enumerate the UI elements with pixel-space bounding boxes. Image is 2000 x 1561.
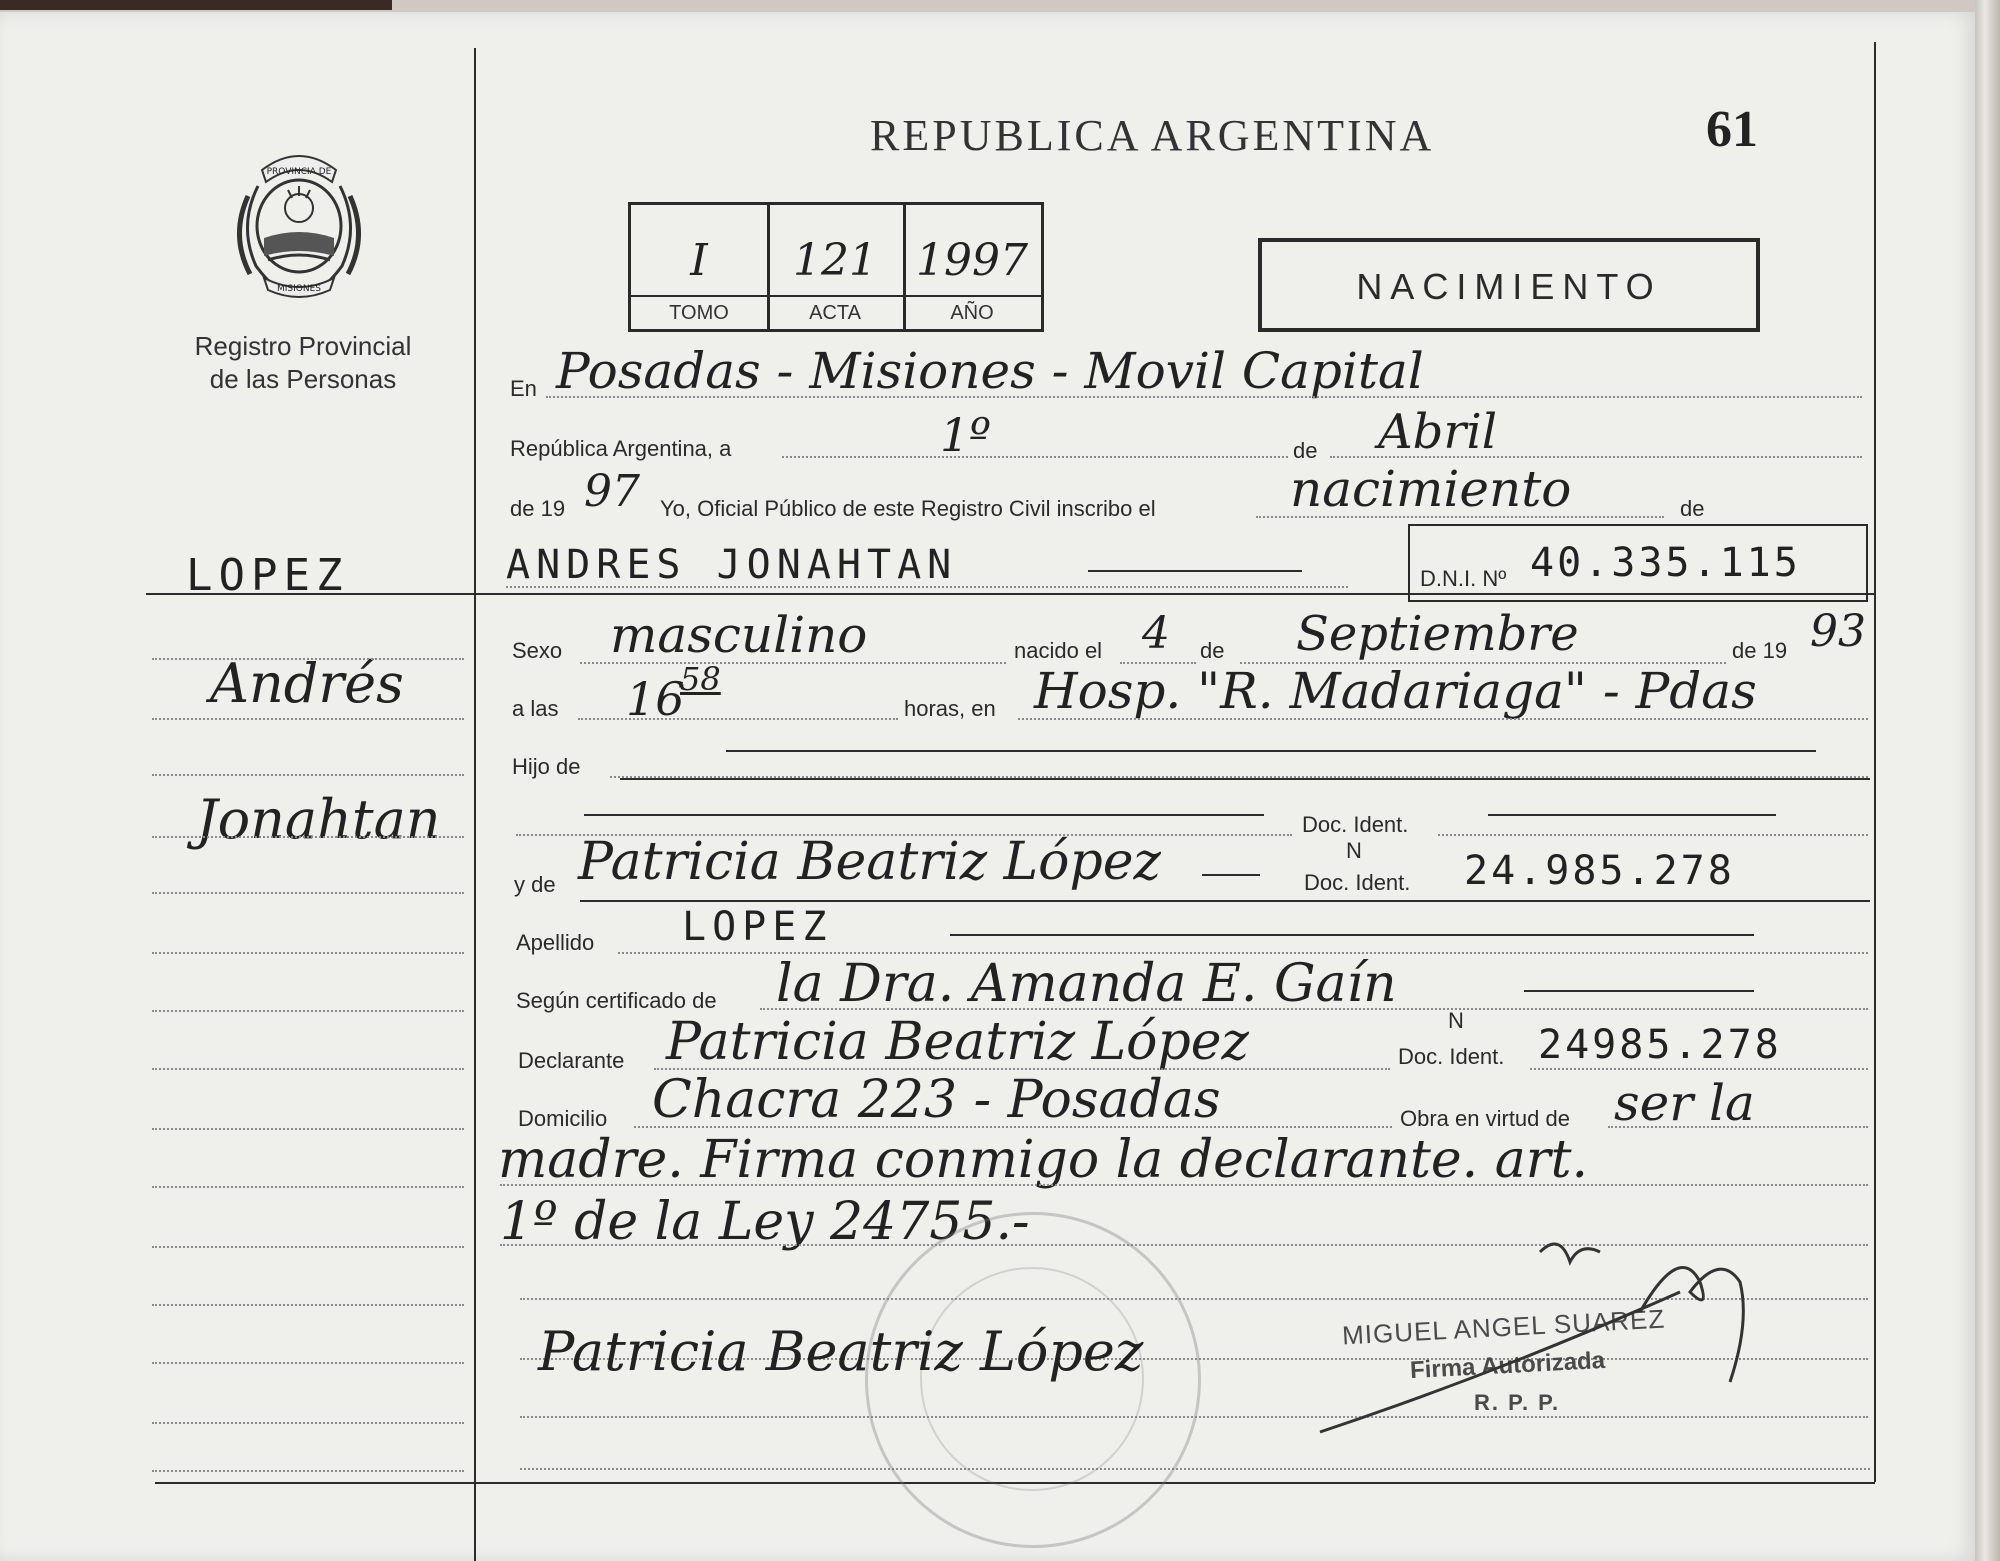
sidebar-line [152, 658, 464, 660]
father-strike-3 [584, 814, 1264, 816]
page-stack-edge [1975, 0, 2000, 1561]
month-line [1330, 456, 1862, 458]
sidebar-line [152, 774, 464, 776]
en-label: En [510, 376, 537, 401]
a-las-label: a las [512, 696, 559, 721]
republica-label: República Argentina, a [510, 436, 732, 461]
time-line [578, 718, 898, 720]
year-prefix: de 19 [510, 496, 566, 521]
right-border [1874, 42, 1876, 1482]
sidebar-line [152, 836, 464, 838]
sidebar-line [152, 1362, 464, 1364]
binding-edge [0, 0, 392, 10]
place-value: Hosp. "R. Madariaga" - Pdas [1034, 662, 1757, 720]
note-line-2: 1º de la Ley 24755.- [500, 1192, 1030, 1252]
sidebar-line [152, 892, 464, 894]
declarante-signature: Patricia Beatriz López [538, 1320, 1144, 1383]
mother-dash [1202, 874, 1260, 876]
domicilio-value: Chacra 223 - Posadas [652, 1070, 1221, 1130]
declarante-doc-label: Doc. Ident. [1398, 1044, 1505, 1069]
full-name-dash [1088, 570, 1302, 572]
month-value: Abril [1378, 404, 1498, 460]
nacido-label: nacido el [1014, 638, 1103, 663]
declarante-doc-prefix: N [1448, 1008, 1464, 1033]
tomo-value: I [690, 235, 708, 286]
tomo-label: TOMO [631, 295, 767, 329]
y-de-label: y de [514, 872, 556, 897]
official-stamp-name: MIGUEL ANGEL SUAREZ [1341, 1303, 1666, 1351]
apellido-strike [950, 934, 1754, 936]
act-line [1256, 516, 1664, 518]
day-value: 1º [940, 408, 991, 462]
record-type-label: NACIMIENTO [1356, 266, 1662, 307]
seal-text-top: PROVINCIA DE [266, 167, 332, 177]
certificado-line [760, 1008, 1868, 1010]
sidebar-surname: LOPEZ [186, 550, 349, 601]
mother-doc-value: 24.985.278 [1464, 848, 1735, 894]
mother-underline [580, 900, 1870, 902]
obra-label: Obra en virtud de [1400, 1106, 1570, 1131]
country-title: REPUBLICA ARGENTINA [870, 111, 1435, 160]
record-type-box [1258, 238, 1760, 332]
full-name-value: ANDRES JONAHTAN [506, 542, 958, 588]
sidebar-line [152, 1422, 464, 1424]
sidebar-line [152, 1304, 464, 1306]
anio-label: AÑO [903, 295, 1041, 329]
dni-label: D.N.I. Nº [1420, 566, 1507, 591]
apellido-label: Apellido [516, 930, 595, 955]
birth-certificate-page [0, 12, 1975, 1561]
page-number: 61 [1706, 101, 1758, 158]
certificado-value: la Dra. Amanda E. Gaín [776, 954, 1397, 1014]
father-doc-line [1438, 834, 1868, 836]
dni-value: 40.335.115 [1530, 540, 1801, 586]
declarante-doc-line [1530, 1068, 1868, 1070]
misiones-seal-icon [228, 146, 370, 302]
mother-doc-prefix: N [1346, 838, 1362, 863]
sidebar-line [152, 718, 464, 720]
birth-month-value: Septiembre [1296, 606, 1579, 662]
mother-doc-label: Doc. Ident. [1304, 870, 1411, 895]
sidebar-line [152, 1010, 464, 1012]
full-name-line [506, 586, 1348, 588]
year-value: 97 [584, 466, 640, 517]
birth-day-value: 4 [1142, 608, 1170, 659]
father-strike-2 [620, 778, 1870, 780]
sidebar-line [152, 1470, 464, 1472]
sidebar-line [152, 952, 464, 954]
official-stamp-org: R. P. P. [1474, 1390, 1561, 1415]
acta-cell [767, 205, 906, 329]
de-label: de [1293, 438, 1318, 463]
registry-name: Registro Provincial de las Personas [194, 331, 412, 394]
obra-value: ser la [1614, 1074, 1755, 1132]
en-line [546, 396, 1862, 398]
act-value: nacimiento [1290, 460, 1572, 518]
note-line-1: madre. Firma conmigo la declarante. art. [498, 1130, 1589, 1190]
domicilio-label: Domicilio [518, 1106, 608, 1131]
domicilio-line [634, 1126, 1392, 1128]
declarante-doc-value: 24985.278 [1538, 1022, 1782, 1068]
obra-line [1608, 1126, 1868, 1128]
father-strike-1 [726, 750, 1816, 752]
sidebar-divider [474, 48, 476, 1561]
sidebar-given-name-1: Andrés [210, 652, 404, 715]
sidebar-line [152, 1128, 464, 1130]
anio-value: 1997 [916, 235, 1028, 286]
sidebar-line [152, 1186, 464, 1188]
day-line [782, 456, 1288, 458]
certificado-label: Según certificado de [516, 988, 717, 1013]
de-label-2: de [1680, 496, 1705, 521]
father-doc-label: Doc. Ident. [1302, 812, 1409, 837]
en-value: Posadas - Misiones - Movil Capital [556, 342, 1424, 400]
hijo-line [610, 776, 1868, 778]
official-stamp-title: Firma Autorizada [1409, 1346, 1606, 1385]
sexo-label: Sexo [512, 638, 563, 663]
time-hour-value: 16 [626, 672, 685, 726]
certificado-strike [1524, 990, 1754, 992]
acta-label: ACTA [767, 295, 903, 329]
acta-value: 121 [793, 235, 877, 286]
apellido-value: LOPEZ [682, 904, 833, 950]
sidebar-line [152, 1246, 464, 1248]
seal-text-bottom: MISIONES [276, 284, 322, 294]
sidebar-line [152, 1068, 464, 1070]
de-label-3: de [1200, 638, 1225, 663]
place-line [1018, 718, 1868, 720]
note-line-1-dots [500, 1184, 1868, 1186]
official-signature-icon [1300, 1222, 1780, 1442]
sidebar-given-name-2: Jonahtan [196, 788, 441, 851]
father-doc-strike [1488, 814, 1776, 816]
hijo-label: Hijo de [512, 754, 581, 779]
anio-cell [903, 205, 1041, 329]
tomo-cell [631, 205, 770, 329]
time-min-value: 58 [680, 660, 721, 698]
birth-year-value: 93 [1810, 606, 1866, 657]
mother-value: Patricia Beatriz López [578, 832, 1161, 892]
birth-year-prefix: de 19 [1732, 638, 1788, 663]
declarante-label: Declarante [518, 1048, 625, 1073]
official-text: Yo, Oficial Público de este Registro Civil inscribo el [660, 496, 1156, 521]
declarante-value: Patricia Beatriz López [666, 1012, 1249, 1072]
sexo-line [580, 662, 1006, 664]
sexo-value: masculino [610, 606, 868, 664]
blank-line-4 [520, 1468, 1870, 1470]
record-id-box [628, 202, 1044, 332]
horas-label: horas, en [904, 696, 996, 721]
